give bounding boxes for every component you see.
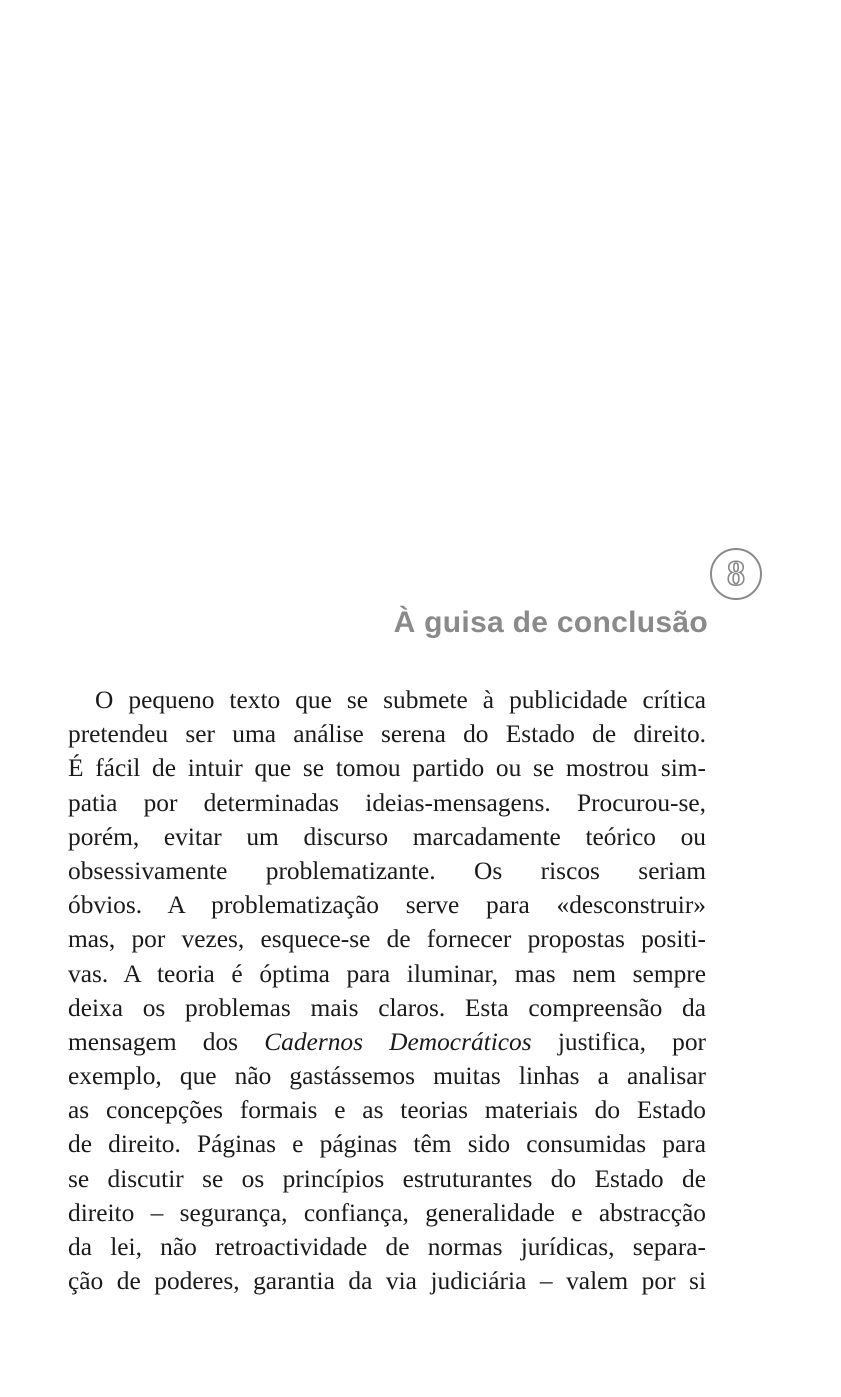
- text-line: pretendeu ser uma análise serena do Estado de direito.: [68, 720, 706, 749]
- text-line: vas. A teoria é óptima para iluminar, mas nem sempre: [68, 959, 706, 988]
- chapter-title: À guisa de conclusão: [393, 606, 708, 639]
- text-line: obsessivamente problematizante. Os riscos seriam: [68, 856, 706, 885]
- chapter-number: 8: [727, 553, 745, 593]
- text-line: patia por determinadas ideias-mensagens. Procurou-se,: [68, 788, 706, 817]
- text-line: exemplo, que não gastássemos muitas linhas a analisar: [68, 1062, 706, 1091]
- text-line: mas, por vezes, esquece-se de fornecer propostas positi-: [68, 925, 706, 954]
- text-line: de direito. Páginas e páginas têm sido consumidas para: [68, 1130, 706, 1159]
- text-line: se discutir se os princípios estruturantes do Estado de: [68, 1164, 706, 1193]
- text-line: óbvios. A problematização serve para «desconstruir»: [68, 891, 706, 920]
- body-paragraph: [68, 683, 706, 1298]
- text-line: as concepções formais e as teorias materiais do Estado: [68, 1096, 706, 1125]
- journal-title: Cadernos Democráticos: [264, 1027, 532, 1056]
- chapter-number-badge: [710, 548, 762, 600]
- text-line: O pequeno texto que se submete à publicidade crítica: [95, 686, 706, 714]
- text-line: É fácil de intuir que se tomou partido ou se mostrou sim-: [68, 754, 706, 783]
- text-line: mensagem dos Cadernos Democráticos justifica, por: [68, 1027, 706, 1056]
- text-line: porém, evitar um discurso marcadamente teórico ou: [68, 822, 706, 851]
- text-line: ção de poderes, garantia da via judiciária – valem por si: [68, 1267, 706, 1296]
- text-line: direito – segurança, confiança, generalidade e abstracção: [68, 1198, 706, 1227]
- text-line: da lei, não retroactividade de normas jurídicas, separa-: [68, 1233, 706, 1261]
- text-line: deixa os problemas mais claros. Esta compreensão da: [68, 993, 706, 1022]
